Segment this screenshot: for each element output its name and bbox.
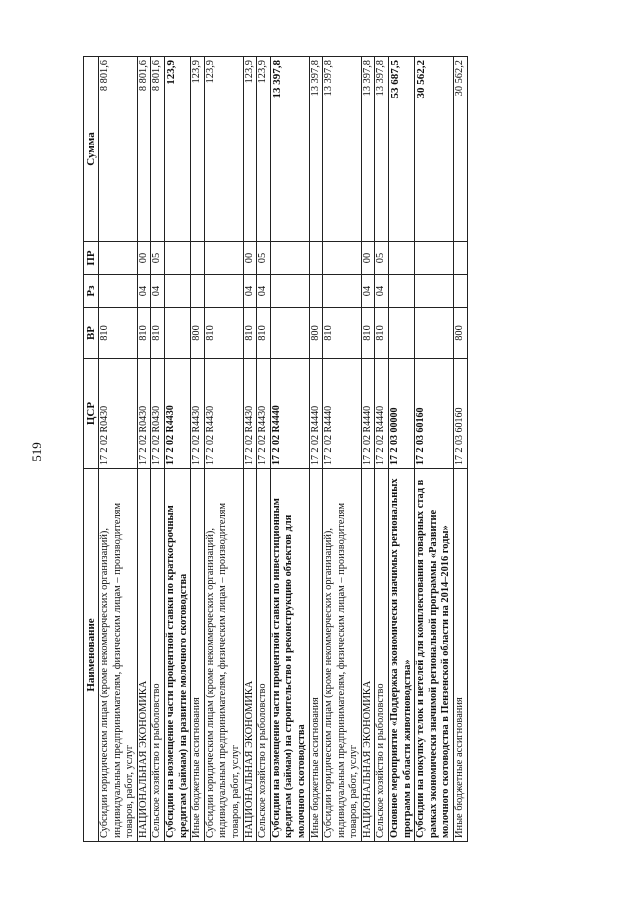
cell-csr: 17 2 03 00000 (389, 359, 415, 469)
cell-name: Субсидии на возмещение части процентной ставки по инвестиционным кредитам (займам) на строительство и реконструкцию объектов для молочного скотоводства (270, 469, 309, 842)
table-row (99, 57, 138, 842)
cell-name: Субсидии на покупку телок и нетелей для комплектования товарных стад в рамках экономически значимой региональной программы «Развитие молочного скотоводства в Пензенской области на 2014–2016 годы» (415, 469, 454, 842)
cell-sum: 8 801,6 (151, 57, 165, 242)
cell-sum: 123,9 (243, 57, 257, 242)
table-row (323, 57, 362, 842)
table-header-row (84, 57, 99, 842)
cell-rz: 04 (361, 275, 375, 308)
cell-pr (415, 242, 454, 275)
table-row (151, 57, 165, 842)
cell-rz: 04 (375, 275, 389, 308)
cell-csr: 17 2 02 R4440 (309, 359, 323, 469)
cell-sum: 123,9 (257, 57, 271, 242)
table-row (191, 57, 205, 842)
cell-pr (323, 242, 362, 275)
cell-sum: 13 397,8 (375, 57, 389, 242)
cell-csr: 17 2 02 R4430 (243, 359, 257, 469)
cell-sum: 13 397,8 (309, 57, 323, 242)
table-body (99, 57, 468, 842)
cell-vr (389, 308, 415, 359)
cell-vr (270, 308, 309, 359)
cell-sum: 8 801,6 (137, 57, 151, 242)
cell-csr: 17 2 02 R0430 (151, 359, 165, 469)
cell-vr: 810 (375, 308, 389, 359)
header-vr: ВР (84, 308, 99, 359)
cell-sum: 30 562,2 (415, 57, 454, 242)
cell-pr: 05 (151, 242, 165, 275)
cell-sum: 30 562,2 (454, 57, 468, 242)
cell-vr: 810 (243, 308, 257, 359)
cell-pr: 05 (257, 242, 271, 275)
cell-pr: 00 (137, 242, 151, 275)
table-row (415, 57, 454, 842)
cell-vr: 810 (323, 308, 362, 359)
table-row (309, 57, 323, 842)
cell-rz (389, 275, 415, 308)
cell-name: Сельское хозяйство и рыболовство (257, 469, 271, 842)
cell-pr (454, 242, 468, 275)
cell-sum: 123,9 (164, 57, 190, 242)
table-row (270, 57, 309, 842)
page-number: 519 (29, 442, 44, 462)
cell-csr: 17 2 02 R0430 (137, 359, 151, 469)
cell-name: Субсидии юридическим лицам (кроме некоммерческих организаций), индивидуальным предпринимателям, физическим лицам – производителям товаров, работ, услуг (323, 469, 362, 842)
cell-sum: 123,9 (204, 57, 243, 242)
cell-csr: 17 2 02 R4430 (191, 359, 205, 469)
cell-csr: 17 2 02 R4430 (257, 359, 271, 469)
cell-vr: 810 (361, 308, 375, 359)
cell-vr: 810 (137, 308, 151, 359)
cell-rz (454, 275, 468, 308)
cell-rz (323, 275, 362, 308)
cell-sum: 53 687,5 (389, 57, 415, 242)
table-row (137, 57, 151, 842)
cell-vr (164, 308, 190, 359)
cell-name: НАЦИОНАЛЬНАЯ ЭКОНОМИКА (137, 469, 151, 842)
table-row (204, 57, 243, 842)
header-pr: ПР (84, 242, 99, 275)
cell-vr (415, 308, 454, 359)
table-row (257, 57, 271, 842)
cell-csr: 17 2 02 R4440 (323, 359, 362, 469)
cell-sum: 13 397,8 (270, 57, 309, 242)
cell-csr: 17 2 02 R4430 (204, 359, 243, 469)
table-row (243, 57, 257, 842)
cell-vr: 810 (151, 308, 165, 359)
table-row (164, 57, 190, 842)
cell-vr: 800 (191, 308, 205, 359)
cell-csr: 17 2 02 R4440 (375, 359, 389, 469)
cell-vr: 800 (309, 308, 323, 359)
cell-rz (204, 275, 243, 308)
rotated-table-container (83, 57, 523, 842)
cell-pr: 05 (375, 242, 389, 275)
table-row (375, 57, 389, 842)
cell-sum: 123,9 (191, 57, 205, 242)
cell-vr: 810 (257, 308, 271, 359)
cell-csr: 17 2 02 R4440 (361, 359, 375, 469)
cell-vr: 810 (204, 308, 243, 359)
header-rz: Рз (84, 275, 99, 308)
cell-pr: 00 (243, 242, 257, 275)
cell-sum: 13 397,8 (361, 57, 375, 242)
table-row (389, 57, 415, 842)
cell-name: НАЦИОНАЛЬНАЯ ЭКОНОМИКА (361, 469, 375, 842)
cell-csr: 17 2 03 60160 (415, 359, 454, 469)
header-csr: ЦСР (84, 359, 99, 469)
cell-pr (164, 242, 190, 275)
cell-name: Иные бюджетные ассигнования (191, 469, 205, 842)
cell-rz: 04 (151, 275, 165, 308)
cell-rz: 04 (257, 275, 271, 308)
cell-name: Сельское хозяйство и рыболовство (375, 469, 389, 842)
cell-rz (415, 275, 454, 308)
header-name: Наименование (84, 469, 99, 842)
cell-vr: 810 (99, 308, 138, 359)
cell-rz (99, 275, 138, 308)
cell-csr: 17 2 02 R4440 (270, 359, 309, 469)
cell-pr (204, 242, 243, 275)
cell-rz (309, 275, 323, 308)
cell-name: Иные бюджетные ассигнования (454, 469, 468, 842)
cell-name: Субсидии юридическим лицам (кроме некоммерческих организаций), индивидуальным предпринимателям, физическим лицам – производителям товаров, работ, услуг (204, 469, 243, 842)
cell-rz (164, 275, 190, 308)
cell-pr (191, 242, 205, 275)
cell-rz: 04 (137, 275, 151, 308)
budget-table (83, 56, 468, 842)
cell-name: НАЦИОНАЛЬНАЯ ЭКОНОМИКА (243, 469, 257, 842)
cell-rz: 04 (243, 275, 257, 308)
cell-sum: 13 397,8 (323, 57, 362, 242)
cell-csr: 17 2 02 R4430 (164, 359, 190, 469)
cell-rz (270, 275, 309, 308)
cell-pr (270, 242, 309, 275)
cell-name: Иные бюджетные ассигнования (309, 469, 323, 842)
cell-pr (309, 242, 323, 275)
table-row (361, 57, 375, 842)
cell-csr: 17 2 02 R0430 (99, 359, 138, 469)
cell-rz (191, 275, 205, 308)
cell-pr (99, 242, 138, 275)
cell-pr (389, 242, 415, 275)
cell-name: Основное мероприятие «Поддержка экономически значимых региональных программ в области животноводства» (389, 469, 415, 842)
cell-pr: 00 (361, 242, 375, 275)
table-row (454, 57, 468, 842)
cell-name: Сельское хозяйство и рыболовство (151, 469, 165, 842)
header-sum: Сумма (84, 57, 99, 242)
cell-sum: 8 801,6 (99, 57, 138, 242)
cell-vr: 800 (454, 308, 468, 359)
cell-csr: 17 2 03 60160 (454, 359, 468, 469)
cell-name: Субсидии юридическим лицам (кроме некоммерческих организаций), индивидуальным предпринимателям, физическим лицам – производителям товаров, работ, услуг (99, 469, 138, 842)
cell-name: Субсидии на возмещение части процентной ставки по краткосрочным кредитам (займам) на развитие молочного скотоводства (164, 469, 190, 842)
